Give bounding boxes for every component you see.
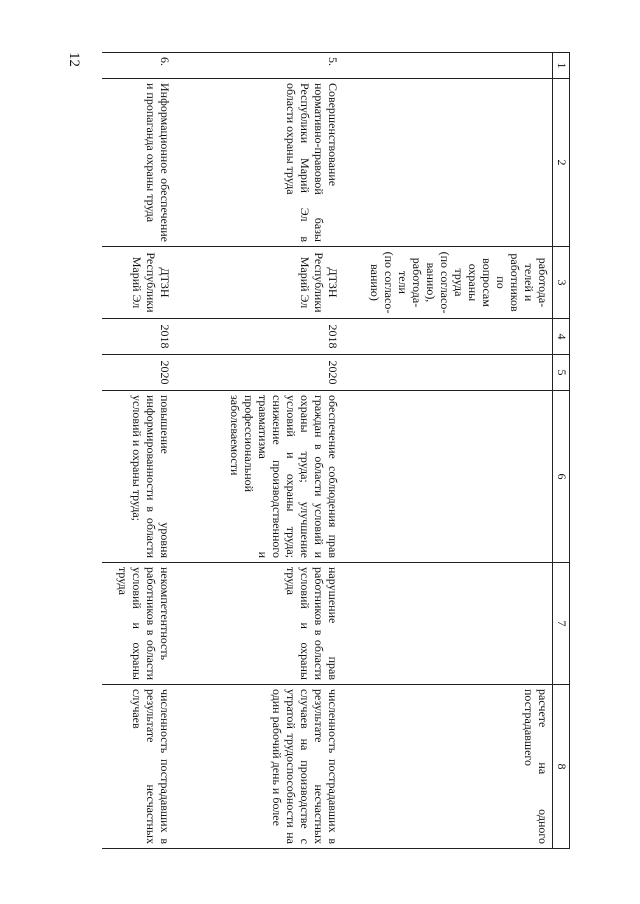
table-row xyxy=(103,53,175,849)
row-consequences: некомпетентность работников в области условий и охраны труда xyxy=(103,563,175,685)
row-start-year: 2018 xyxy=(175,319,343,355)
row-executor: ДТЗН Республики Марий Эл xyxy=(175,247,343,319)
page-number: 12 xyxy=(66,52,82,67)
cont-cell-6 xyxy=(343,391,553,563)
row-number: 6. xyxy=(103,53,175,79)
row-number: 5. xyxy=(175,53,343,79)
row-end-year: 2020 xyxy=(103,355,175,391)
row-name: Информационное обеспечение и пропаганда охраны труда xyxy=(103,79,175,247)
col-number-6: 6 xyxy=(553,391,570,563)
cont-cell-7 xyxy=(343,563,553,685)
cont-executor: работода- телей и работников по вопросам охраны труда (по согласо- ванию), работода- тели (по согласо- ванию) xyxy=(343,247,553,319)
col-number-7: 7 xyxy=(553,563,570,685)
row-name: Совершенствование нормативно-правовой базы Республики Марий Эл в области охраны труда xyxy=(175,79,343,247)
cont-cell-4 xyxy=(343,319,553,355)
rotated-page xyxy=(118,52,570,848)
col-number-2: 2 xyxy=(553,79,570,247)
row-start-year: 2018 xyxy=(103,319,175,355)
col-number-1: 1 xyxy=(553,53,570,79)
cont-cell-5 xyxy=(343,355,553,391)
row-consequences: нарушение прав работников в области условий и охраны труда xyxy=(175,563,343,685)
col-number-8: 8 xyxy=(553,685,570,849)
col-number-4: 4 xyxy=(553,319,570,355)
cont-cell-2 xyxy=(343,79,553,247)
col-number-5: 5 xyxy=(553,355,570,391)
row-indicator: численность пострадавших в результате несчастных случаев на производстве с утратой трудоспособности на один рабочий день и более xyxy=(175,685,343,849)
program-table xyxy=(103,52,571,849)
row-executor: ДТЗН Республики Марий Эл xyxy=(103,247,175,319)
table-row xyxy=(175,53,343,849)
row-end-year: 2020 xyxy=(175,355,343,391)
column-number-row xyxy=(553,53,570,849)
row-result: повышение уровня информированности в области условий и охраны труда; xyxy=(103,391,175,563)
continuation-row xyxy=(343,53,553,849)
col-number-3: 3 xyxy=(553,247,570,319)
cont-cell-1 xyxy=(343,53,553,79)
cont-indicator: расчете на одного пострадавшего xyxy=(343,685,553,849)
row-indicator: численность пострадавших в результате несчастных случаев xyxy=(103,685,175,849)
row-result: обеспечение соблюдения прав граждан в области условий и охраны труда; улучшение условий и охраны труда; снижение производственного травматизма и профессиональной заболеваемости xyxy=(175,391,343,563)
